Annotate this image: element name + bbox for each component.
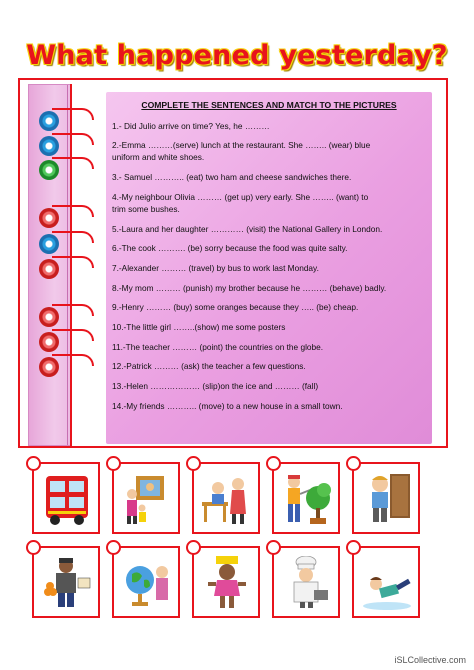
picture-card xyxy=(32,462,100,534)
answer-circle[interactable] xyxy=(106,456,121,471)
sentence-line: 8.-My mom ……… (punish) my brother because he ……… (behave) badly. xyxy=(112,283,387,293)
sentence-line: 9.-Henry ……… (buy) some oranges because they ….. (be) cheap. xyxy=(112,302,359,312)
sentence-line: trim some bushes. xyxy=(112,204,180,214)
sentence-line: uniform and white shoes. xyxy=(112,152,205,162)
worksheet-title: What happened yesterday? xyxy=(26,40,448,71)
bus-icon xyxy=(40,472,94,528)
site-watermark: iSLCollective.com xyxy=(394,655,466,665)
answer-circle[interactable] xyxy=(106,540,121,555)
sentence-line: 3.- Samuel ……….. (eat) two ham and cheese sandwiches there. xyxy=(112,172,352,182)
picture-card xyxy=(272,462,340,534)
sentence-line: 10.-The little girl ……..(show) me some posters xyxy=(112,322,286,332)
instructions-heading: COMPLETE THE SENTENCES AND MATCH TO THE PICTURES xyxy=(141,100,397,110)
answer-circle[interactable] xyxy=(186,456,201,471)
sentence-line: 11.-The teacher ……… (point) the countries on the globe. xyxy=(112,342,324,352)
sorry-boy-icon xyxy=(360,472,414,528)
sentence-line: 14.-My friends ……….. (move) to a new house in a small town. xyxy=(112,401,343,411)
answer-circle[interactable] xyxy=(346,540,361,555)
sentence-line: 1.- Did Julio arrive on time? Yes, he ……… xyxy=(112,121,270,131)
picture-card xyxy=(112,546,180,618)
picture-card xyxy=(272,546,340,618)
gallery-icon xyxy=(120,472,174,528)
picture-card xyxy=(352,462,420,534)
answer-circle[interactable] xyxy=(186,540,201,555)
sentence-line: 12.-Patrick ……… (ask) the teacher a few questions. xyxy=(112,361,306,371)
answer-circle[interactable] xyxy=(26,456,41,471)
globe-teacher-icon xyxy=(120,556,174,612)
picture-card xyxy=(32,546,100,618)
picture-card xyxy=(112,462,180,534)
trim-bush-icon xyxy=(280,472,334,528)
slip-fall-icon xyxy=(360,556,414,612)
sentence-line: 5.-Laura and her daughter ………… (visit) the National Gallery in London. xyxy=(112,224,383,234)
sentence-line: 6.-The cook ………. (be) sorry because the food was quite salty. xyxy=(112,243,348,253)
punish-icon xyxy=(200,472,254,528)
answer-circle[interactable] xyxy=(346,456,361,471)
answer-circle[interactable] xyxy=(266,540,281,555)
girl-icon xyxy=(200,556,254,612)
sentence-line: 13.-Helen ……………… (slip)on the ice and ……… (fall) xyxy=(112,381,319,391)
sentence-line: 7.-Alexander ……… (travel) by bus to work last Monday. xyxy=(112,263,319,273)
sentence-line: 4.-My neighbour Olivia ……… (get up) very early. She …….. (want) to xyxy=(112,192,369,202)
picture-card xyxy=(192,462,260,534)
answer-circle[interactable] xyxy=(266,456,281,471)
oranges-man-icon xyxy=(40,556,94,612)
cook-icon xyxy=(280,556,334,612)
picture-card xyxy=(192,546,260,618)
answer-circle[interactable] xyxy=(26,540,41,555)
sentence-line: 2.-Emma ………(serve) lunch at the restaurant. She …….. (wear) blue xyxy=(112,140,371,150)
picture-card xyxy=(352,546,420,618)
